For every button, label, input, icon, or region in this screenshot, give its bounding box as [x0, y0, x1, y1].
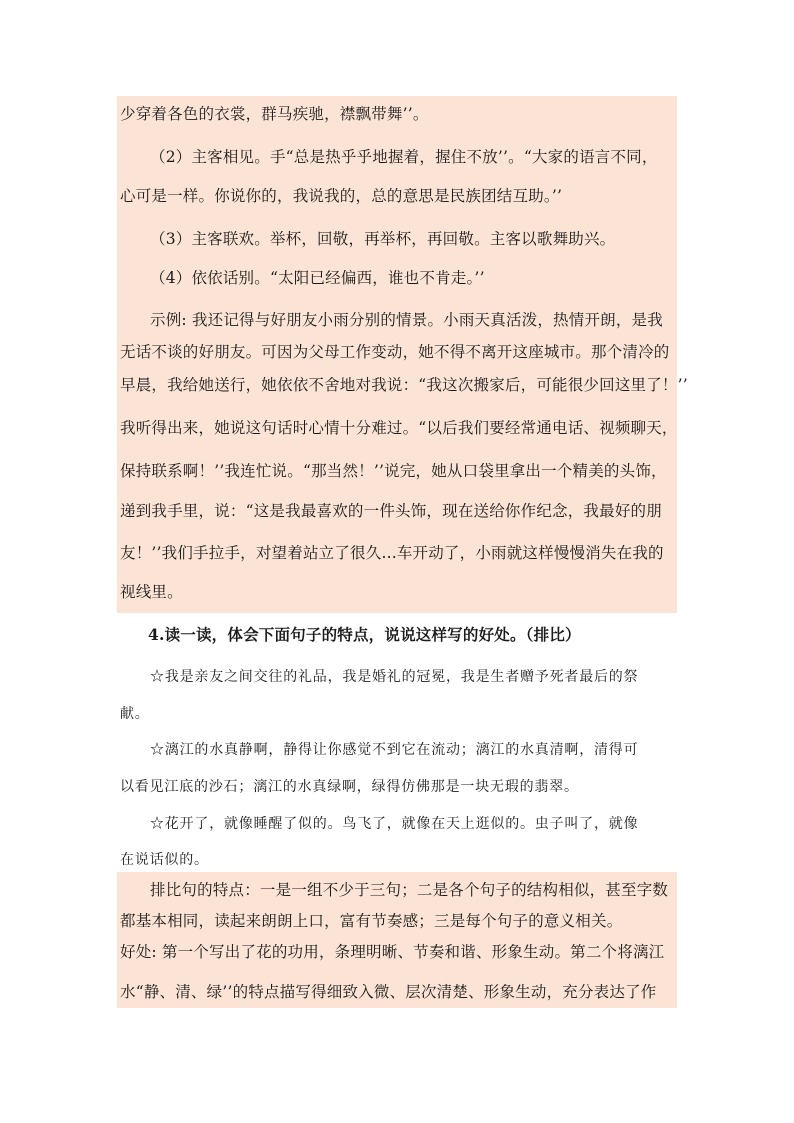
explanation-line: 排比句的特点：一是一组不少于三句；二是各个句子的结构相似，甚至字数	[150, 881, 669, 899]
answer-line: 无话不谈的好朋友。可因为父母工作变动，她不得不离开这座城市。那个清冷的	[120, 343, 670, 361]
explanation-line: 水“静、清、绿’’的特点描写得细致入微、层次清楚、形象生动，充分表达了作	[120, 983, 657, 1001]
answer-line: 示例: 我还记得与好朋友小雨分别的情景。小雨天真活泼，热情开朗，是我	[150, 311, 663, 329]
explanation-line: 都基本相同，读起来朗朗上口，富有节奏感；三是每个句子的意义相关。	[120, 912, 623, 930]
answer-line: 递到我手里，说：“这是我最喜欢的一件头饰，现在送给你作纪念，我最好的朋	[120, 502, 662, 520]
example-line: ☆我是亲友之间交往的礼品，我是婚礼的冠冕，我是生者赠予死者最后的祭	[150, 669, 639, 685]
answer-line: 心可是一样。你说你的，我说我的，总的意思是民族团结互助。’’	[120, 187, 563, 205]
answer-line: 视线里。	[120, 583, 183, 601]
answer-line: （2）主客相见。手“总是热乎乎地握着，握住不放’’。“大家的语言不同，	[150, 148, 658, 166]
explanation-line: 好处: 第一个写出了花的功用，条理明晰、节奏和谐、形象生动。第二个将漓江	[120, 943, 665, 961]
example-line: 以看见江底的沙石；漓江的水真绿啊，绿得仿佛那是一块无瑕的翡翠。	[120, 779, 579, 795]
answer-line: 保持联系啊！’’我连忙说。“那当然！’’说完，她从口袋里拿出一个精美的头饰，	[120, 462, 667, 480]
answer-line: 早晨，我给她送行，她依依不舍地对我说：“我这次搬家后，可能很少回这里了！’’	[120, 376, 688, 394]
answer-line: 友！’’我们手拉手，对望着站立了很久...车开动了，小雨就这样慢慢消失在我的	[120, 544, 664, 562]
answer-line: 少穿着各色的衣裳，群马疾驰，襟飘带舞’’。	[120, 105, 429, 123]
question-title: 4.读一读，体会下面句子的特点，说说这样写的好处。（排比）	[148, 625, 581, 644]
example-line: 献。	[120, 706, 150, 722]
answer-line: （3）主客联欢。举杯，回敬，再举杯，再回敬。主客以歌舞助兴。	[150, 230, 616, 248]
example-line: 在说话似的。	[120, 852, 209, 868]
answer-line: （4）依依话别。“太阳已经偏西，谁也不肯走。’’	[150, 269, 485, 287]
answer-line: 我听得出来，她说这句话时心情十分难过。“以后我们要经常通电话、视频聊天，	[120, 419, 678, 437]
example-line: ☆漓江的水真静啊，静得让你感觉不到它在流动；漓江的水真清啊，清得可	[150, 742, 639, 758]
example-line: ☆花开了，就像睡醒了似的。鸟飞了，就像在天上逛似的。虫子叫了，就像	[150, 816, 639, 832]
